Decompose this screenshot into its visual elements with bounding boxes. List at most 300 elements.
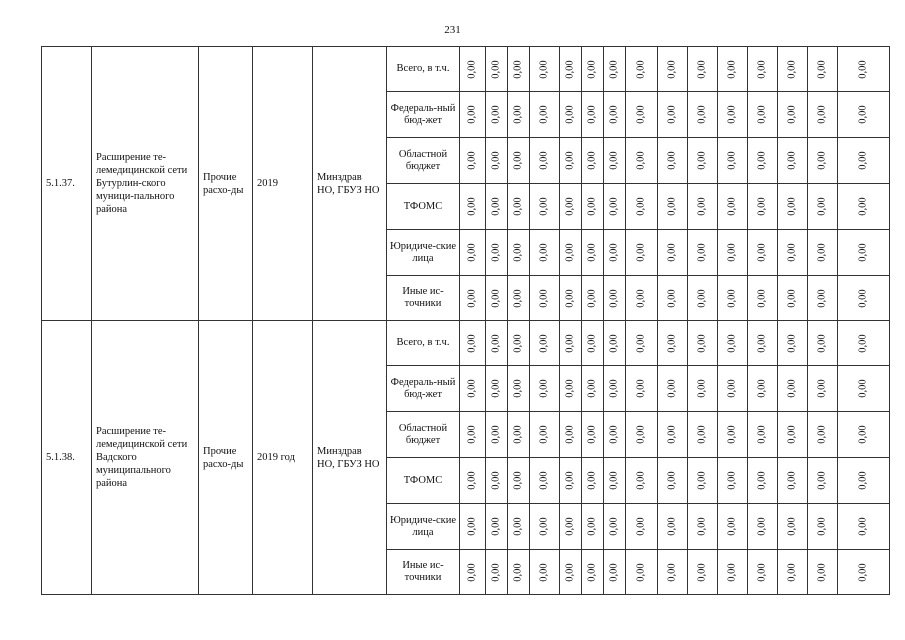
value-text: 0,00 [727, 59, 738, 79]
value-text: 0,00 [539, 379, 550, 398]
value-cell [748, 550, 778, 595]
value-text: 0,00 [636, 471, 647, 490]
value-text: 0,00 [817, 425, 828, 444]
value-cell [748, 412, 778, 458]
value-text: 0,00 [757, 105, 768, 124]
value-text: 0,00 [587, 151, 598, 170]
value-cell [778, 92, 808, 138]
value-cell [582, 504, 604, 550]
value-text: 0,00 [467, 151, 478, 170]
value-cell [688, 366, 718, 412]
value-text: 0,00 [787, 243, 798, 262]
value-cell [530, 276, 560, 321]
value-cell [508, 504, 530, 550]
value-text: 0,00 [697, 425, 708, 444]
value-text: 0,00 [467, 517, 478, 536]
value-cell [486, 458, 508, 504]
funding-source-label: Иные ис-точники [387, 550, 460, 595]
value-cell [582, 550, 604, 595]
value-cell [560, 504, 582, 550]
value-cell [626, 504, 658, 550]
value-cell [486, 412, 508, 458]
value-text: 0,00 [858, 379, 869, 398]
value-cell [626, 550, 658, 595]
value-cell [808, 184, 838, 230]
value-cell [582, 184, 604, 230]
value-text: 0,00 [565, 151, 576, 170]
value-text: 0,00 [467, 243, 478, 262]
value-text: 0,00 [587, 379, 598, 398]
funding-source-label: Юридиче-ские лица [387, 230, 460, 276]
value-text: 0,00 [636, 59, 647, 79]
value-cell [508, 366, 530, 412]
value-text: 0,00 [587, 59, 598, 79]
value-text: 0,00 [636, 333, 647, 353]
value-text: 0,00 [817, 243, 828, 262]
value-text: 0,00 [817, 517, 828, 536]
value-cell [658, 138, 688, 184]
value-cell [658, 184, 688, 230]
value-text: 0,00 [817, 197, 828, 216]
value-text: 0,00 [636, 425, 647, 444]
value-text: 0,00 [697, 379, 708, 398]
value-text: 0,00 [757, 379, 768, 398]
value-cell [718, 504, 748, 550]
value-text: 0,00 [757, 562, 768, 582]
value-text: 0,00 [467, 197, 478, 216]
funding-source-label: Федераль-ный бюд-жет [387, 366, 460, 412]
value-cell [460, 504, 486, 550]
table-row [42, 321, 890, 366]
value-text: 0,00 [539, 471, 550, 490]
value-text: 0,00 [787, 562, 798, 582]
value-cell [718, 550, 748, 595]
value-text: 0,00 [609, 333, 620, 353]
value-text: 0,00 [636, 105, 647, 124]
value-text: 0,00 [858, 333, 869, 353]
value-cell [530, 366, 560, 412]
value-cell [718, 138, 748, 184]
value-cell [838, 184, 890, 230]
value-cell [808, 276, 838, 321]
value-text: 0,00 [587, 425, 598, 444]
funding-source-label: Областной бюджет [387, 138, 460, 184]
value-text: 0,00 [787, 425, 798, 444]
value-cell [688, 504, 718, 550]
value-text: 0,00 [787, 333, 798, 353]
value-cell [486, 47, 508, 92]
value-cell [688, 550, 718, 595]
value-cell [688, 92, 718, 138]
value-cell [688, 321, 718, 366]
value-text: 0,00 [667, 471, 678, 490]
value-text: 0,00 [565, 379, 576, 398]
row-organization: Минздрав НО, ГБУЗ НО [313, 321, 387, 595]
value-text: 0,00 [858, 151, 869, 170]
value-text: 0,00 [609, 379, 620, 398]
value-cell [808, 504, 838, 550]
value-text: 0,00 [667, 333, 678, 353]
value-cell [658, 47, 688, 92]
value-text: 0,00 [858, 425, 869, 444]
value-cell [508, 550, 530, 595]
row-year: 2019 [253, 47, 313, 321]
value-text: 0,00 [609, 197, 620, 216]
value-cell [658, 458, 688, 504]
funding-source-label: Всего, в т.ч. [387, 321, 460, 366]
value-text: 0,00 [539, 425, 550, 444]
value-text: 0,00 [513, 425, 524, 444]
value-cell [582, 230, 604, 276]
value-text: 0,00 [817, 379, 828, 398]
value-text: 0,00 [757, 59, 768, 79]
value-cell [658, 366, 688, 412]
value-text: 0,00 [565, 562, 576, 582]
value-cell [688, 47, 718, 92]
value-cell [460, 92, 486, 138]
value-text: 0,00 [858, 562, 869, 582]
value-text: 0,00 [817, 562, 828, 582]
value-text: 0,00 [697, 197, 708, 216]
value-cell [778, 412, 808, 458]
value-text: 0,00 [491, 151, 502, 170]
value-text: 0,00 [858, 517, 869, 536]
value-cell [604, 276, 626, 321]
value-cell [838, 412, 890, 458]
value-text: 0,00 [787, 288, 798, 308]
value-text: 0,00 [491, 333, 502, 353]
row-name: Расширение те-лемедицинской сети Вадского муниципального района [92, 321, 199, 595]
value-cell [508, 138, 530, 184]
value-cell [626, 138, 658, 184]
value-text: 0,00 [697, 243, 708, 262]
value-cell [658, 550, 688, 595]
value-cell [460, 184, 486, 230]
value-cell [658, 504, 688, 550]
value-cell [658, 412, 688, 458]
value-cell [530, 458, 560, 504]
value-cell [778, 47, 808, 92]
value-text: 0,00 [727, 105, 738, 124]
value-cell [582, 412, 604, 458]
value-text: 0,00 [787, 379, 798, 398]
value-cell [604, 366, 626, 412]
value-cell [688, 412, 718, 458]
value-cell [530, 92, 560, 138]
value-text: 0,00 [513, 517, 524, 536]
value-cell [530, 550, 560, 595]
value-cell [508, 412, 530, 458]
value-cell [530, 230, 560, 276]
value-text: 0,00 [697, 562, 708, 582]
value-cell [626, 184, 658, 230]
value-cell [604, 550, 626, 595]
value-cell [838, 321, 890, 366]
value-cell [808, 458, 838, 504]
value-text: 0,00 [609, 517, 620, 536]
value-cell [604, 47, 626, 92]
value-text: 0,00 [513, 379, 524, 398]
value-cell [460, 458, 486, 504]
value-text: 0,00 [587, 562, 598, 582]
value-text: 0,00 [727, 288, 738, 308]
value-text: 0,00 [565, 105, 576, 124]
value-cell [582, 276, 604, 321]
value-cell [560, 458, 582, 504]
value-cell [460, 412, 486, 458]
value-cell [688, 276, 718, 321]
value-cell [688, 184, 718, 230]
value-text: 0,00 [727, 471, 738, 490]
value-text: 0,00 [491, 197, 502, 216]
value-text: 0,00 [636, 243, 647, 262]
value-cell [808, 321, 838, 366]
value-cell [658, 276, 688, 321]
value-text: 0,00 [697, 288, 708, 308]
value-cell [778, 138, 808, 184]
value-cell [508, 184, 530, 230]
value-text: 0,00 [757, 333, 768, 353]
value-cell [778, 276, 808, 321]
value-cell [838, 458, 890, 504]
value-text: 0,00 [636, 197, 647, 216]
value-cell [560, 550, 582, 595]
value-text: 0,00 [587, 333, 598, 353]
value-cell [582, 366, 604, 412]
row-expense-type: Прочие расхо-ды [199, 47, 253, 321]
value-text: 0,00 [467, 425, 478, 444]
row-code: 5.1.38. [42, 321, 92, 595]
value-cell [460, 550, 486, 595]
value-cell [838, 504, 890, 550]
table-body [42, 47, 890, 595]
value-cell [486, 504, 508, 550]
value-cell [626, 276, 658, 321]
value-cell [778, 230, 808, 276]
value-cell [778, 550, 808, 595]
value-text: 0,00 [467, 288, 478, 308]
value-text: 0,00 [667, 105, 678, 124]
value-text: 0,00 [467, 379, 478, 398]
value-cell [560, 47, 582, 92]
value-text: 0,00 [787, 517, 798, 536]
value-cell [560, 321, 582, 366]
value-cell [486, 230, 508, 276]
value-cell [778, 504, 808, 550]
value-cell [604, 92, 626, 138]
value-text: 0,00 [539, 562, 550, 582]
value-text: 0,00 [636, 517, 647, 536]
row-name: Расширение те-лемедицинской сети Бутурлин-ского муници-пального района [92, 47, 199, 321]
value-cell [530, 504, 560, 550]
value-cell [530, 321, 560, 366]
funding-source-label: ТФОМС [387, 458, 460, 504]
funding-source-label: Иные ис-точники [387, 276, 460, 321]
value-cell [508, 458, 530, 504]
value-cell [604, 504, 626, 550]
value-text: 0,00 [513, 288, 524, 308]
value-cell [626, 92, 658, 138]
value-cell [582, 138, 604, 184]
value-text: 0,00 [727, 379, 738, 398]
value-cell [718, 230, 748, 276]
value-cell [718, 92, 748, 138]
value-text: 0,00 [491, 243, 502, 262]
value-cell [838, 276, 890, 321]
value-cell [460, 138, 486, 184]
value-text: 0,00 [565, 517, 576, 536]
funding-source-label: Областной бюджет [387, 412, 460, 458]
value-text: 0,00 [757, 517, 768, 536]
value-text: 0,00 [817, 471, 828, 490]
value-text: 0,00 [539, 243, 550, 262]
value-text: 0,00 [787, 471, 798, 490]
value-text: 0,00 [587, 288, 598, 308]
value-text: 0,00 [491, 517, 502, 536]
value-cell [530, 184, 560, 230]
value-text: 0,00 [587, 105, 598, 124]
value-cell [604, 230, 626, 276]
value-text: 0,00 [757, 197, 768, 216]
value-cell [460, 47, 486, 92]
value-cell [460, 366, 486, 412]
value-text: 0,00 [858, 243, 869, 262]
value-cell [838, 230, 890, 276]
value-cell [718, 412, 748, 458]
value-cell [460, 321, 486, 366]
value-text: 0,00 [587, 243, 598, 262]
value-text: 0,00 [636, 562, 647, 582]
value-cell [508, 92, 530, 138]
value-cell [486, 92, 508, 138]
value-cell [604, 321, 626, 366]
value-text: 0,00 [565, 288, 576, 308]
funding-source-label: Юридиче-ские лица [387, 504, 460, 550]
value-cell [808, 412, 838, 458]
value-text: 0,00 [727, 197, 738, 216]
value-cell [748, 276, 778, 321]
value-cell [718, 458, 748, 504]
value-cell [604, 138, 626, 184]
value-text: 0,00 [667, 562, 678, 582]
value-text: 0,00 [513, 333, 524, 353]
value-cell [748, 458, 778, 504]
value-text: 0,00 [513, 562, 524, 582]
value-text: 0,00 [491, 379, 502, 398]
value-cell [604, 184, 626, 230]
value-cell [486, 138, 508, 184]
value-text: 0,00 [787, 197, 798, 216]
value-cell [808, 47, 838, 92]
value-cell [460, 276, 486, 321]
value-cell [748, 504, 778, 550]
value-text: 0,00 [539, 288, 550, 308]
value-cell [718, 47, 748, 92]
value-cell [688, 230, 718, 276]
value-text: 0,00 [565, 243, 576, 262]
value-cell [560, 230, 582, 276]
value-text: 0,00 [667, 243, 678, 262]
value-text: 0,00 [667, 197, 678, 216]
value-cell [486, 276, 508, 321]
row-code: 5.1.37. [42, 47, 92, 321]
value-cell [582, 458, 604, 504]
value-text: 0,00 [817, 105, 828, 124]
value-cell [838, 92, 890, 138]
value-text: 0,00 [491, 425, 502, 444]
value-text: 0,00 [757, 425, 768, 444]
value-cell [530, 47, 560, 92]
value-text: 0,00 [697, 59, 708, 79]
value-cell [748, 92, 778, 138]
value-cell [838, 550, 890, 595]
row-organization: Минздрав НО, ГБУЗ НО [313, 47, 387, 321]
value-text: 0,00 [491, 288, 502, 308]
value-text: 0,00 [609, 243, 620, 262]
value-cell [748, 47, 778, 92]
value-cell [718, 184, 748, 230]
value-text: 0,00 [858, 197, 869, 216]
value-text: 0,00 [727, 425, 738, 444]
value-text: 0,00 [513, 197, 524, 216]
value-cell [560, 138, 582, 184]
value-cell [778, 321, 808, 366]
value-text: 0,00 [667, 425, 678, 444]
value-cell [604, 458, 626, 504]
value-cell [718, 366, 748, 412]
value-text: 0,00 [587, 471, 598, 490]
value-cell [748, 138, 778, 184]
value-cell [778, 184, 808, 230]
value-text: 0,00 [513, 59, 524, 79]
funding-source-label: ТФОМС [387, 184, 460, 230]
value-text: 0,00 [565, 471, 576, 490]
value-cell [560, 276, 582, 321]
value-text: 0,00 [817, 59, 828, 79]
value-text: 0,00 [513, 105, 524, 124]
value-cell [486, 550, 508, 595]
value-cell [626, 412, 658, 458]
value-text: 0,00 [757, 288, 768, 308]
value-text: 0,00 [697, 517, 708, 536]
value-text: 0,00 [467, 59, 478, 79]
value-cell [508, 321, 530, 366]
value-text: 0,00 [858, 288, 869, 308]
value-text: 0,00 [513, 151, 524, 170]
value-text: 0,00 [491, 105, 502, 124]
budget-table [41, 46, 890, 595]
value-cell [748, 230, 778, 276]
value-cell [778, 458, 808, 504]
value-text: 0,00 [667, 517, 678, 536]
value-cell [582, 47, 604, 92]
value-text: 0,00 [539, 59, 550, 79]
row-expense-type: Прочие расхо-ды [199, 321, 253, 595]
value-text: 0,00 [539, 151, 550, 170]
value-cell [658, 92, 688, 138]
value-cell [626, 366, 658, 412]
value-cell [626, 230, 658, 276]
value-text: 0,00 [491, 59, 502, 79]
table-row [42, 47, 890, 92]
value-cell [808, 550, 838, 595]
value-text: 0,00 [565, 59, 576, 79]
value-cell [604, 412, 626, 458]
value-cell [560, 92, 582, 138]
value-cell [582, 321, 604, 366]
value-text: 0,00 [467, 105, 478, 124]
value-text: 0,00 [609, 562, 620, 582]
